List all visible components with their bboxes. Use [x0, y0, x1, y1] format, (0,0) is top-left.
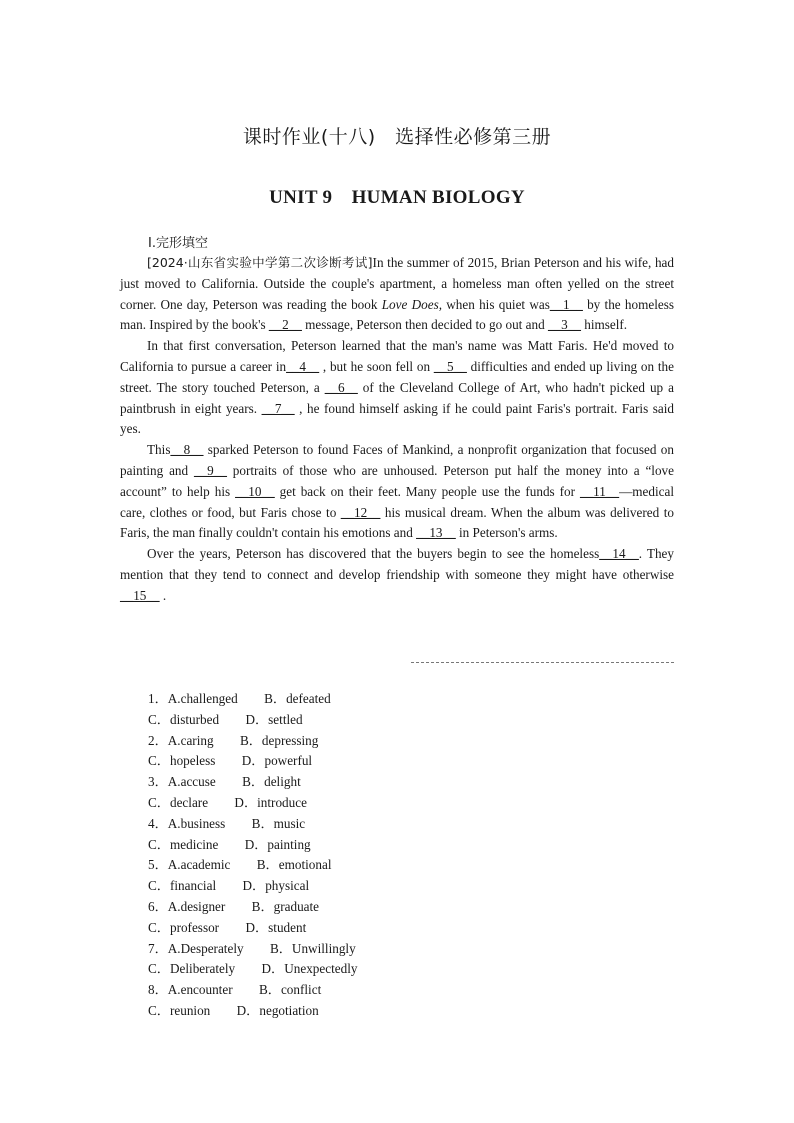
source-note: [2024·山东省实验中学第二次诊断考试] [147, 255, 373, 270]
blank-4[interactable]: __4__ [286, 358, 320, 374]
option-right[interactable]: D．introduce [234, 794, 307, 810]
text: —medical care, clothes or food, but Faris chose to [120, 483, 674, 520]
paragraph-2 [120, 336, 674, 440]
option-right[interactable]: B．defeated [264, 691, 331, 706]
option-row [148, 793, 357, 814]
text: himself. [580, 317, 628, 333]
blank-10[interactable]: __10__ [235, 483, 275, 499]
blank-15[interactable]: __15__ [120, 587, 160, 603]
blank-14[interactable]: __14__ [599, 546, 639, 562]
blank-13[interactable]: __13__ [416, 525, 456, 541]
option-right[interactable]: D．settled [245, 711, 303, 727]
option-row [148, 772, 357, 793]
blank-12[interactable]: __12__ [340, 504, 381, 520]
option-row [148, 959, 357, 980]
text: when his quiet was [442, 296, 550, 312]
option-left[interactable]: C．disturbed [148, 711, 220, 727]
option-row [148, 1001, 357, 1022]
text: In the summer of 2015, Brian Peterson and his wife, had just moved to California. Outside the couple's apartment, a homeless man often yelled on the street corner. One day, Peterson was reading the book [120, 255, 675, 312]
paragraph-4 [120, 544, 674, 606]
text: Over the years, Peterson has discovered that the buyers begin to see the homeless [147, 546, 600, 562]
option-left[interactable]: 4．A.business [148, 815, 226, 831]
blank-8[interactable]: __8__ [170, 442, 204, 458]
text: portraits of those who are unhoused. Peterson put half the money into a “love account” to help his [120, 462, 674, 499]
option-row [148, 751, 357, 772]
option-right[interactable]: D．negotiation [236, 1002, 319, 1018]
option-left[interactable]: 1．A.challenged [148, 691, 238, 706]
option-left[interactable]: 2．A.caring [148, 732, 214, 748]
blank-11[interactable]: __11__ [579, 483, 620, 499]
option-right[interactable]: B．conflict [258, 982, 322, 998]
option-right[interactable]: B．Unwillingly [269, 940, 356, 956]
text: by the homeless man. Inspired by the book's [120, 296, 674, 333]
option-right[interactable]: B．emotional [256, 857, 332, 873]
page-title: 课时作业(十八) 选择性必修第三册 [242, 126, 552, 148]
option-right[interactable]: D．student [245, 919, 307, 935]
option-left[interactable]: 3．A.accuse [148, 774, 216, 790]
option-row [148, 980, 357, 1001]
option-left[interactable]: C．medicine [148, 836, 219, 852]
option-row [148, 897, 357, 918]
option-row [148, 814, 357, 835]
text: difficulties and ended up living on the street. The story touched Peterson, a [120, 358, 674, 395]
blank-7[interactable]: __7__ [261, 400, 295, 416]
option-right[interactable]: D．painting [244, 836, 311, 852]
blank-5[interactable]: __5__ [433, 358, 467, 374]
section-label: Ⅰ.完形填空 [148, 236, 208, 251]
text: In that first conversation, Peterson learned that the man's name was Matt Faris. He'd moved to California to pursue a career in [120, 338, 674, 374]
option-row [148, 689, 357, 710]
unit-title: UNIT 9 HUMAN BIOLOGY [269, 187, 525, 208]
text: in Peterson's arms. [455, 525, 558, 541]
text: sparked Peterson to found Faces of Mankind, a nonprofit organization that focused on painting and [120, 442, 674, 478]
blank-2[interactable]: __2__ [268, 317, 302, 333]
option-right[interactable]: B．delight [242, 774, 301, 790]
option-left[interactable]: C．financial [148, 878, 217, 894]
text: his musical dream. When the album was delivered to Faris, the man finally couldn't contain his emotions and [120, 504, 674, 541]
option-left[interactable]: C．declare [148, 794, 209, 810]
option-left[interactable]: 6．A.designer [148, 898, 226, 914]
text: . They mention that they tend to connect and develop friendship with someone they might have otherwise [120, 546, 675, 582]
book-title: Love Does, [381, 296, 442, 312]
option-right[interactable]: B．music [251, 815, 306, 831]
blank-9[interactable]: __9__ [193, 462, 227, 478]
passage [120, 253, 674, 607]
option-right[interactable]: D．Unexpectedly [261, 961, 358, 977]
option-left[interactable]: C．Deliberately [148, 961, 236, 977]
option-left[interactable]: 5．A.academic [148, 857, 231, 873]
blank-1[interactable]: __1__ [549, 296, 583, 312]
option-right[interactable]: B．graduate [251, 898, 320, 914]
option-right[interactable]: D．physical [242, 878, 310, 894]
option-row [148, 918, 357, 939]
option-row [148, 855, 357, 876]
paragraph-1 [120, 253, 674, 336]
option-row [148, 710, 357, 731]
text: of the Cleveland College of Art, who hadn't picked up a paintbrush in eight years. [120, 379, 674, 416]
blank-6[interactable]: __6__ [324, 379, 358, 395]
option-row [148, 876, 357, 897]
text: , he found himself asking if he could paint Faris's portrait. Faris said yes. [120, 400, 675, 437]
text: , but he soon fell on [319, 358, 434, 374]
text: This [147, 442, 171, 458]
option-left[interactable]: 8．A.encounter [148, 982, 233, 998]
option-left[interactable]: C．reunion [148, 1002, 211, 1018]
option-right[interactable]: D．powerful [241, 753, 313, 769]
text: message, Peterson then decided to go out and [301, 317, 548, 333]
option-left[interactable]: C．hopeless [148, 753, 216, 769]
options-list [148, 689, 357, 1022]
option-row [148, 939, 357, 960]
option-right[interactable]: B．depressing [239, 732, 319, 748]
dashed-divider [411, 662, 674, 663]
option-left[interactable]: 7．A.Desperately [148, 940, 244, 956]
option-row [148, 835, 357, 856]
text: . [159, 587, 167, 603]
option-row [148, 731, 357, 752]
text: get back on their feet. Many people use the funds for [274, 483, 580, 499]
blank-3[interactable]: __3__ [547, 317, 581, 333]
paragraph-3 [120, 440, 674, 544]
option-left[interactable]: C．professor [148, 919, 220, 935]
